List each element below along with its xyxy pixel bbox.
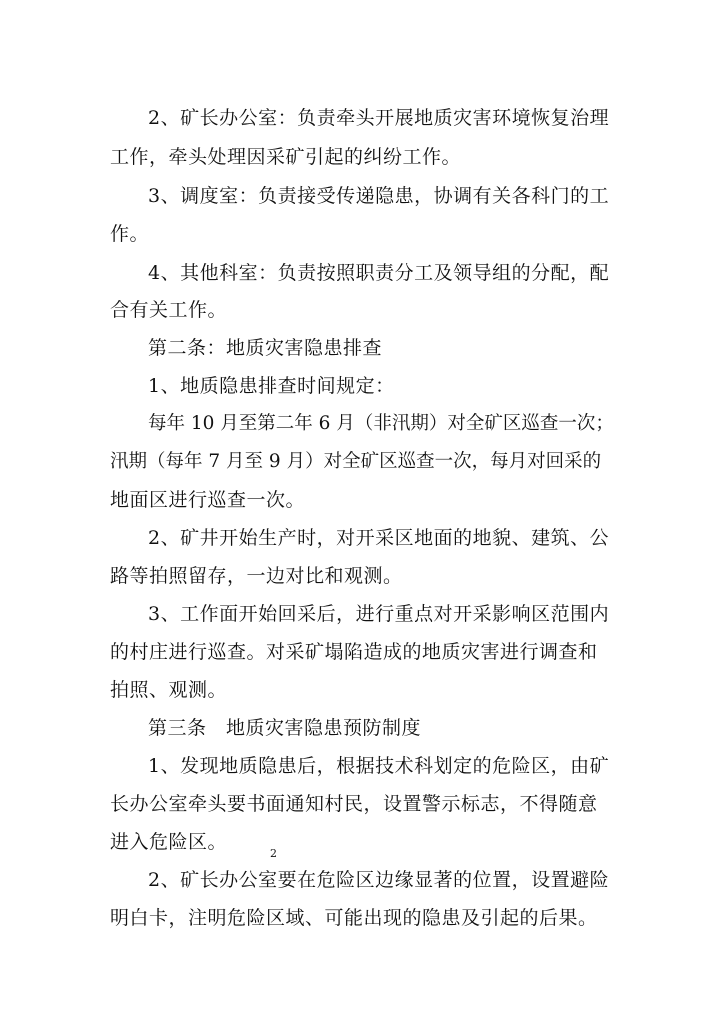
text-line: 进入危险区。 — [110, 831, 228, 853]
text-line: 1、发现地质隐患后，根据技术科划定的危险区，由矿 — [148, 755, 610, 777]
text-line: 路等拍照留存，一边对比和观测。 — [110, 565, 403, 587]
text-line: 合有关工作。 — [110, 299, 228, 321]
text-line: 作。 — [110, 223, 150, 245]
text-line: 每年 10 月至第二年 6 月（非汛期）对全矿区巡查一次； — [148, 413, 614, 434]
text-line: 4、其他科室：负责按照职责分工及领导组的分配，配 — [148, 262, 610, 284]
text-line: 2、矿长办公室要在危险区边缘显著的位置，设置避险 — [148, 869, 610, 891]
text-line: 的村庄进行巡查。对采矿塌陷造成的地质灾害进行调查和 — [110, 641, 598, 663]
text-line: 长办公室牵头要书面通知村民，设置警示标志，不得随意 — [110, 793, 598, 815]
section-heading: 第二条：地质灾害隐患排查 — [148, 337, 383, 359]
page-number: 2 — [270, 847, 277, 860]
text-line: 2、矿长办公室：负责牵头开展地质灾害环境恢复治理 — [148, 107, 610, 129]
text-line: 汛期（每年 7 月至 9 月）对全矿区巡查一次，每月对回采的 — [110, 451, 602, 472]
text-line: 3、调度室：负责接受传递隐患，协调有关各科门的工 — [148, 185, 610, 207]
text-line: 地面区进行巡查一次。 — [110, 489, 306, 511]
text-line: 明白卡，注明危险区域、可能出现的隐患及引起的后果。 — [110, 907, 598, 929]
text-line: 3、工作面开始回采后，进行重点对开采影响区范围内 — [148, 603, 610, 625]
text-line: 工作，牵头处理因采矿引起的纠纷工作。 — [110, 146, 462, 168]
text-line: 2、矿井开始生产时，对开采区地面的地貌、建筑、公 — [148, 527, 610, 549]
section-heading: 第三条 地质灾害隐患预防制度 — [148, 717, 422, 739]
text-line: 拍照、观测。 — [110, 679, 228, 701]
text-line: 1、地质隐患排查时间规定： — [148, 375, 395, 397]
